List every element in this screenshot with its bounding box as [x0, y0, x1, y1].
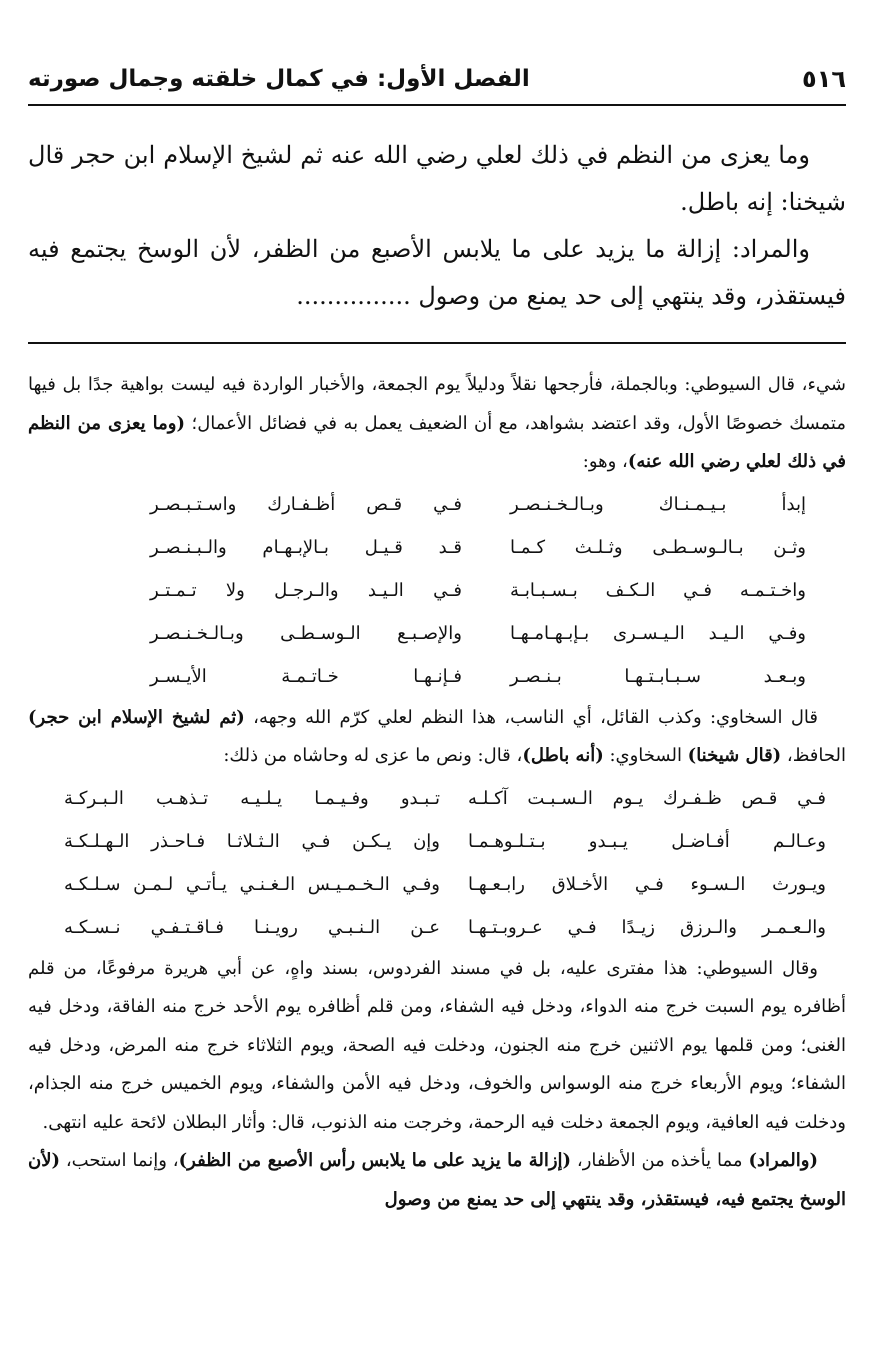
page-number: ٥١٦ [802, 65, 846, 93]
commentary-text: قال السخاوي: وكذب القائل، أي الناسب، هذا النظم لعلي كرّم الله وجهه، [244, 706, 818, 728]
commentary-text: السخاوي: [603, 745, 688, 766]
commentary-paragraph-2 [28, 699, 846, 776]
ellipsis-dots: ............... [296, 282, 411, 310]
quoted-matn: (وما يعزى من النظم في ذلك لعلي رضي الله عنه) [28, 412, 846, 472]
verse-first-hemistich: فـي قـص ظـفـرك يـوم الـسـبـت آكـلـه [468, 787, 826, 809]
header-rule [28, 104, 846, 106]
poem-verse [28, 656, 846, 699]
commentary-paragraph-3: وقال السيوطي: هذا مفترى عليه، بل في مسند الفردوس، بسند واهٍ، عن أبي هريرة مرفوعًا، من قلم أظافره يوم السبت خرج منه الدواء، ودخل فيه الشفاء، ومن قلم أظافره يوم الأحد خرج منه الفاقة، ودخل فيه الغنى؛ ومن قلمها يوم الاثنين خرج منه الجنون، ودخلت فيه الصحة، ويوم الثلاثاء خرج منه المرض، ودخل فيه الشفاء؛ ويوم الأربعاء خرج منه الوسواس والخوف، ودخل فيه الأمن والشفاء، ويوم الخميس خرج منه الجذام، ودخلت فيه العافية، ويوم الجمعة دخلت فيه الرحمة، وخرجت منه الذنوب، قال: وأثار البطلان لائحة عليه انتهى. [28, 957, 846, 1133]
verse-second-hemistich: فـي قـص أظـفـارك واسـتـبـصـر [150, 493, 462, 515]
main-paragraph-2-text: والمراد: إزالة ما يزيد على ما يلابس الأصبع من الظفر، لأن الوسخ يجتمع فيه فيستقذر، وقد ينتهي إلى حد يمنع من وصول [28, 235, 846, 310]
poem-verse [28, 570, 846, 613]
commentary-text: ، وإنما استحب، [60, 1150, 179, 1171]
commentary [28, 366, 846, 1219]
verse-second-hemistich: قـد قـيـل بـالإبـهـام والـبـنـصـر [150, 536, 462, 558]
main-paragraph-1: وما يعزى من النظم في ذلك لعلي رضي الله عنه ثم لشيخ الإسلام ابن حجر قال شيخنا: إنه باطل. [28, 141, 846, 216]
poem-verse [28, 527, 846, 570]
verse-first-hemistich: وبـعـد سـبـابـتـهـا بـنـصـر [510, 665, 806, 687]
commentary-text: ، وهو: [582, 451, 628, 472]
quoted-matn: (ثم لشيخ الإسلام ابن حجر) [28, 706, 245, 728]
commentary-text: الحافظ، [781, 745, 846, 766]
footnote-separator [28, 342, 846, 344]
verse-first-hemistich: واخـتـمـه فـي الـكـف بـسـبـابـة [510, 579, 806, 601]
verse-second-hemistich: عـن الـنـبـي رويـنـا فـاقـتـفـي نـسـكـه [64, 916, 440, 938]
poem-verse [28, 821, 846, 864]
book-page [28, 0, 846, 1359]
quoted-matn: (قال شيخنا) [687, 745, 782, 766]
verse-second-hemistich: والإصـبـع الـوسـطـى وبـالـخـنـصـر [150, 622, 462, 644]
poem-verse [28, 613, 846, 656]
verse-first-hemistich: ويـورث الـسـوء فـي الأخـلاق رابـعـهـا [468, 873, 826, 895]
quoted-matn: (أنه باطل) [522, 745, 604, 766]
verse-first-hemistich: وعـالـم أفـاضـل يـبـدو بـتـلـوهـمـا [468, 830, 826, 852]
chapter-title: الفصل الأول: في كمال خلقته وجمال صورته [28, 66, 530, 92]
verse-second-hemistich: فـي الـيـد والـرجـل ولا تـمـتـر [150, 579, 462, 601]
main-paragraph-2 [28, 226, 846, 320]
verse-first-hemistich: إبدأ بـيـمـنـاك وبـالـخـنـصـر [510, 493, 806, 515]
verse-first-hemistich: وفـي الـيـد الـيـسـرى بـإبـهـامـهـا [510, 622, 806, 644]
verse-first-hemistich: والـعـمـر والـرزق زيـدًا فـي عـروبـتـهـا [468, 916, 826, 938]
page-header [28, 62, 846, 96]
poem-verse [28, 864, 846, 907]
commentary-paragraph-1 [28, 366, 846, 482]
poem-2 [28, 778, 846, 950]
commentary-paragraph-4 [28, 1142, 846, 1219]
main-text [28, 132, 846, 320]
verse-second-hemistich: وفـي الـخـمـيـس الـغـنـي يـأتـي لـمـن سـلـكـه [64, 873, 440, 895]
quoted-matn: (لأن الوسخ يجتمع فيه، فيستقذر، وقد ينتهي إلى حد يمنع من وصول [28, 1150, 846, 1210]
poem-verse [28, 778, 846, 821]
commentary-text: ، قال: ونص ما عزى له وحاشاه من ذلك: [223, 745, 523, 766]
verse-second-hemistich: فـإنـهـا خـاتـمـة الأيـسـر [150, 665, 462, 687]
quoted-matn: (إزالة ما يزيد على ما يلابس رأس الأصبع من الظفر) [178, 1150, 572, 1171]
commentary-text: شيء، قال السيوطي: وبالجملة، فأرجحها نقلاً ودليلاً يوم الجمعة، والأخبار الواردة فيه ليست بواهية جدًا بل فيها متمسك خصوصًا الأول، وقد اعتضد بشواهد، مع أن الضعيف يعمل به في فضائل الأعمال؛ [28, 374, 847, 434]
commentary-text: مما يأخذه من الأظفار، [571, 1150, 749, 1171]
quoted-matn: (والمراد) [748, 1150, 819, 1171]
verse-first-hemistich: وثـن بـالـوسـطـى وثـلـث كـمـا [510, 536, 806, 558]
poem-verse [28, 484, 846, 527]
poem-1 [28, 484, 846, 699]
verse-second-hemistich: تـبـدو وفـيـمـا يـلـيـه تـذهـب الـبـركـة [64, 787, 440, 809]
verse-second-hemistich: وإن يـكـن فـي الـثـلاثـا فـاحـذر الـهـلـكـة [64, 830, 440, 852]
poem-verse [28, 907, 846, 950]
